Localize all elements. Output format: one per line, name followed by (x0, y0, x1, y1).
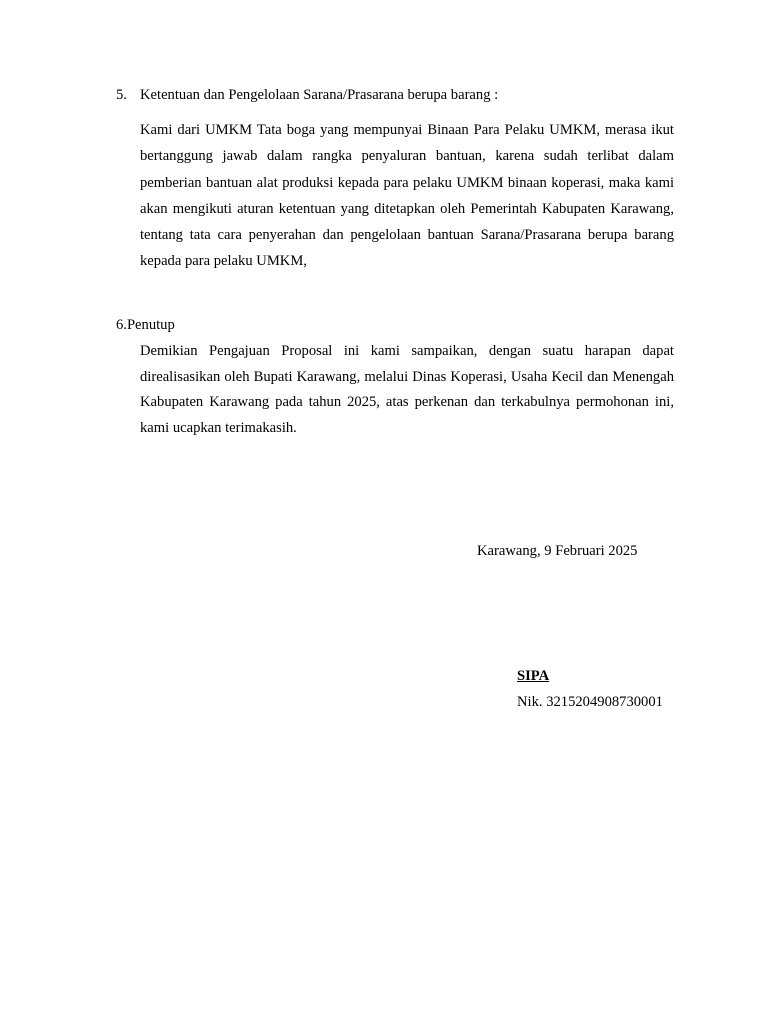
section-5-paragraph: Kami dari UMKM Tata boga yang mempunyai Binaan Para Pelaku UMKM, merasa ikut bertanggung jawab dalam rangka penyaluran bantuan, karena sudah terlibat dalam pemberian bantuan alat produksi kepada para pelaku UMKM binaan koperasi, maka kami akan mengikuti aturan ketentuan yang ditetapkan oleh Pemerintah Kabupaten Karawang, tentang tata cara penyerahan dan pengelolaan bantuan Sarana/Prasarana berupa barang kepada para pelaku UMKM, (140, 122, 674, 270)
section-5-heading (116, 87, 498, 104)
section-6-heading: 6.Penutup (116, 317, 175, 333)
place-date: Karawang, 9 Februari 2025 (477, 543, 638, 559)
signer-nik: Nik. 3215204908730001 (517, 694, 663, 710)
section-6-paragraph: Demikian Pengajuan Proposal ini kami sampaikan, dengan suatu harapan dapat direalisasikan oleh Bupati Karawang, melalui Dinas Koperasi, Usaha Kecil dan Menengah Kabupaten Karawang pada tahun 2025, atas perkenan dan terkabulnya permohonan ini, kami ucapkan terimakasih. (140, 343, 674, 436)
section-5-number: 5. (116, 87, 127, 103)
section-5-title: Ketentuan dan Pengelolaan Sarana/Prasarana berupa barang : (140, 87, 499, 103)
signer-name: SIPA (517, 668, 550, 684)
